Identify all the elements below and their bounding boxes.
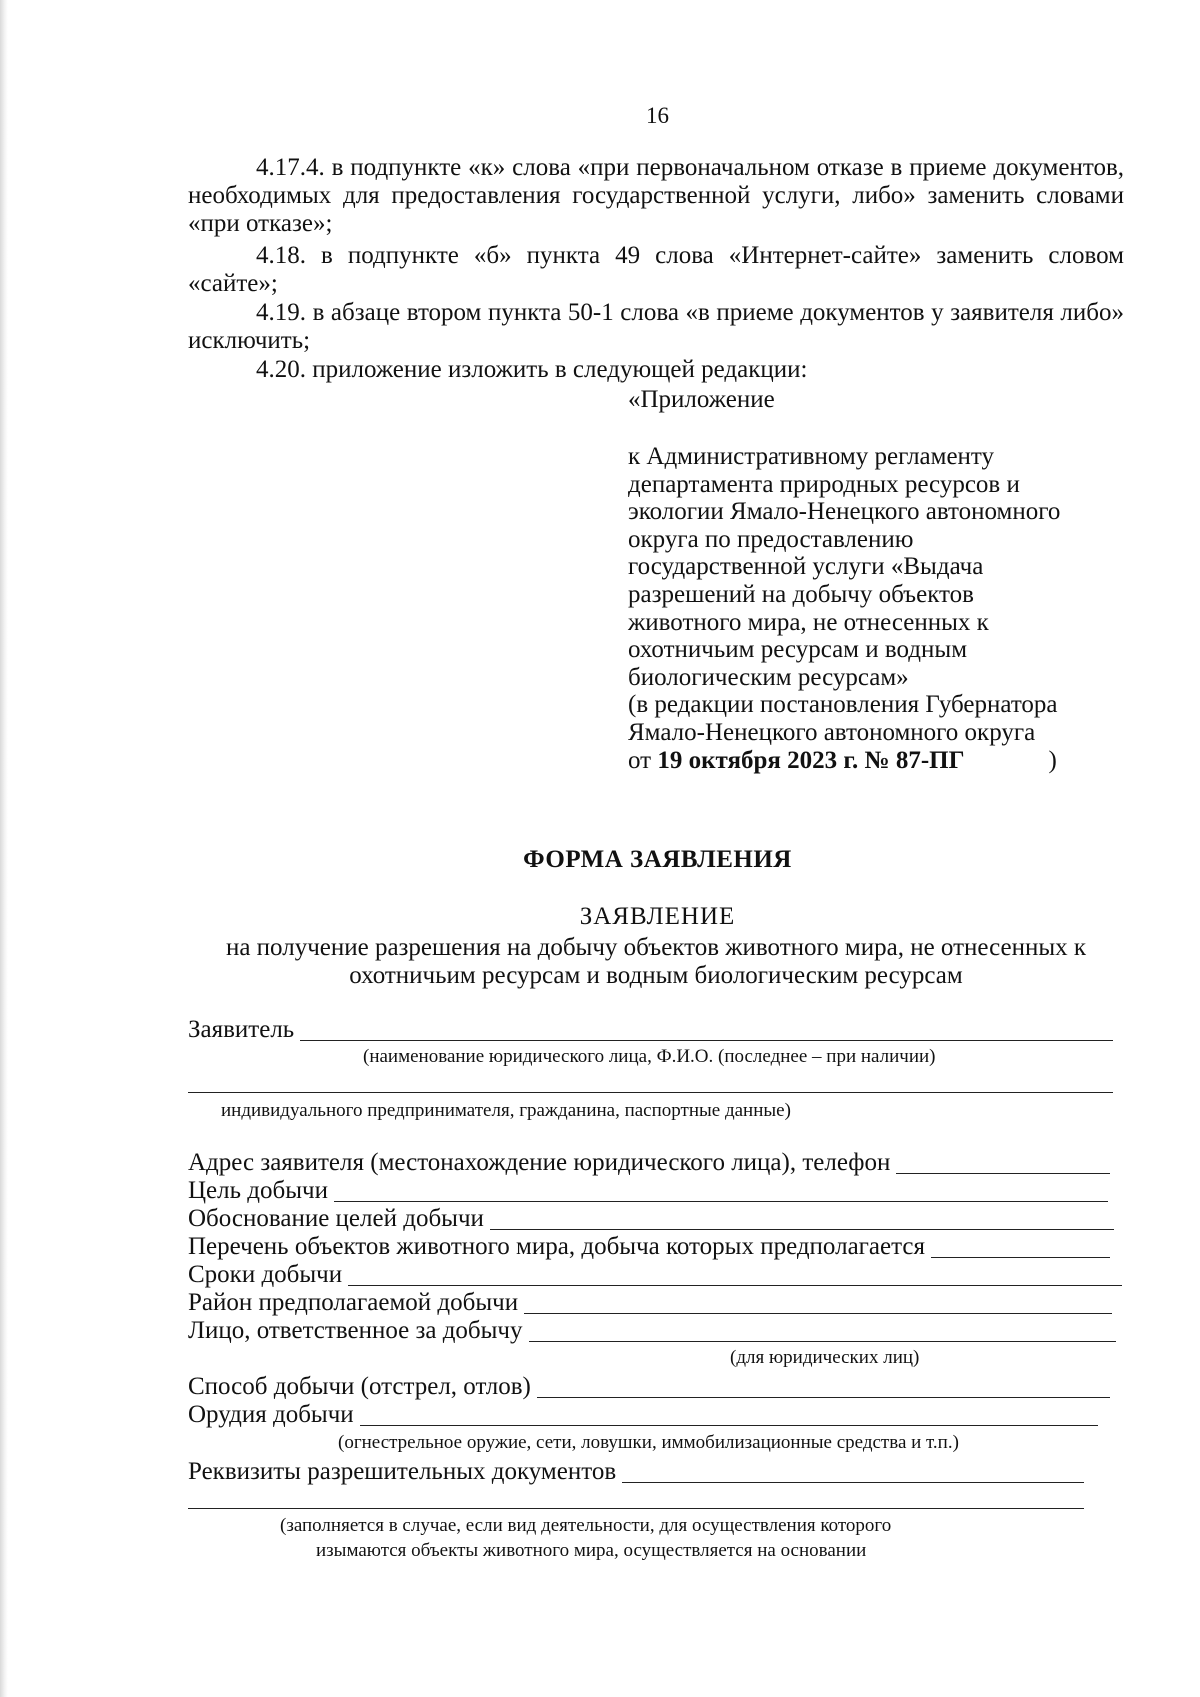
appendix-line: государственной услуги «Выдача [628, 553, 984, 581]
objects-list-field [188, 1233, 1110, 1261]
field-label: Район предполагаемой добычи [188, 1289, 519, 1316]
field-label: Лицо, ответственное за добычу [188, 1317, 523, 1344]
appendix-line: (в редакции постановления Губернатора [628, 691, 1058, 719]
terms-field [188, 1261, 1122, 1289]
paragraph-text: 4.17.4. в подпункте «к» слова «при первоначальном отказе в приеме документов, необходимых для предоставления государственной услуги, либо» заменить словами «при отказе»; [188, 154, 1124, 237]
method-field [188, 1373, 1110, 1401]
applicant-second-line[interactable] [188, 1092, 1113, 1093]
appendix-line: охотничьим ресурсам и водным [628, 636, 968, 664]
appendix-line: животного мира, не отнесенных к [628, 608, 989, 636]
field-label: Обоснование целей добычи [188, 1205, 484, 1232]
permits-hint-1: (заполняется в случае, если вид деятельности, для осуществления которого [280, 1515, 892, 1536]
paragraph-text: 4.19. в абзаце втором пункта 50-1 слова «в приеме документов у заявителя либо» исключить; [188, 299, 1124, 354]
applicant-field [188, 1016, 1113, 1044]
field-label: Перечень объектов животного мира, добыча которых предполагается [188, 1233, 925, 1260]
responsible-hint: (для юридических лиц) [730, 1347, 920, 1368]
appendix-line: биологическим ресурсам» [628, 663, 909, 691]
tools-field [188, 1401, 1098, 1429]
appendix-line: разрешений на добычу объектов [628, 580, 974, 608]
field-label: Заявитель [188, 1016, 295, 1043]
statement-subtitle: на получение разрешения на добычу объектов животного мира, не отнесенных к охотничьим ресурсам и водным биологическим ресурсам [225, 934, 1087, 989]
justification-field [188, 1205, 1114, 1233]
permits-input-line[interactable] [622, 1460, 1084, 1483]
field-label: Сроки добычи [188, 1261, 343, 1288]
appendix-line: Ямало-Ненецкого автономного округа [628, 718, 1036, 746]
paragraph-4-17-4 [188, 154, 1124, 238]
field-label: Адрес заявителя (местонахождение юридического лица), телефон [188, 1149, 891, 1176]
responsible-input-line[interactable] [529, 1319, 1116, 1342]
paragraph-text: 4.20. приложение изложить в следующей редакции: [256, 356, 808, 383]
permits-second-line[interactable] [188, 1508, 1084, 1509]
appendix-block [628, 443, 1128, 774]
decree-date: 19 октября 2023 г. № 87-ПГ [657, 746, 965, 774]
paragraph-text: 4.18. в подпункте «б» пункта 49 слова «Интернет-сайте» заменить словом «сайте»; [188, 242, 1124, 297]
appendix-line: экологии Ямало-Ненецкого автономного [628, 498, 1061, 526]
paragraph-4-18 [188, 242, 1124, 298]
paragraph-4-19 [188, 299, 1124, 355]
purpose-input-line[interactable] [334, 1179, 1108, 1202]
method-input-line[interactable] [537, 1375, 1110, 1398]
tools-input-line[interactable] [360, 1403, 1098, 1426]
area-field [188, 1289, 1112, 1317]
date-prefix: от [628, 746, 652, 774]
justification-input-line[interactable] [490, 1207, 1114, 1230]
purpose-field [188, 1177, 1108, 1205]
applicant-hint-2: индивидуального предпринимателя, гражданина, паспортные данные) [221, 1100, 791, 1121]
page-number: 16 [646, 103, 669, 128]
appendix-line: департамента природных ресурсов и [628, 470, 1020, 498]
field-label: Реквизиты разрешительных документов [188, 1458, 617, 1485]
paragraph-4-20 [188, 356, 1124, 384]
appendix-title: «Приложение [628, 386, 775, 413]
form-heading: ФОРМА ЗАЯВЛЕНИЯ [523, 846, 792, 873]
permits-field [188, 1458, 1084, 1486]
applicant-hint: (наименование юридического лица, Ф.И.О. (последнее – при наличии) [363, 1046, 936, 1067]
date-suffix: ) [1048, 746, 1057, 774]
tools-hint: (огнестрельное оружие, сети, ловушки, иммобилизационные средства и т.п.) [338, 1432, 959, 1453]
field-label: Орудия добычи [188, 1401, 354, 1428]
field-label: Способ добычи (отстрел, отлов) [188, 1373, 531, 1400]
address-field [188, 1149, 1110, 1177]
appendix-line: к Административному регламенту [628, 443, 995, 470]
objects-list-input-line[interactable] [931, 1235, 1110, 1258]
appendix-date-line [628, 747, 1128, 775]
statement-title: ЗАЯВЛЕНИЕ [579, 903, 736, 930]
field-label: Цель добычи [188, 1177, 328, 1204]
applicant-input-line[interactable] [300, 1018, 1113, 1041]
appendix-line: округа по предоставлению [628, 525, 914, 553]
area-input-line[interactable] [524, 1291, 1112, 1314]
responsible-field [188, 1317, 1116, 1345]
terms-input-line[interactable] [348, 1263, 1122, 1286]
address-input-line[interactable] [896, 1151, 1110, 1174]
permits-hint-2: изымаются объекты животного мира, осуществляется на основании [316, 1540, 867, 1561]
